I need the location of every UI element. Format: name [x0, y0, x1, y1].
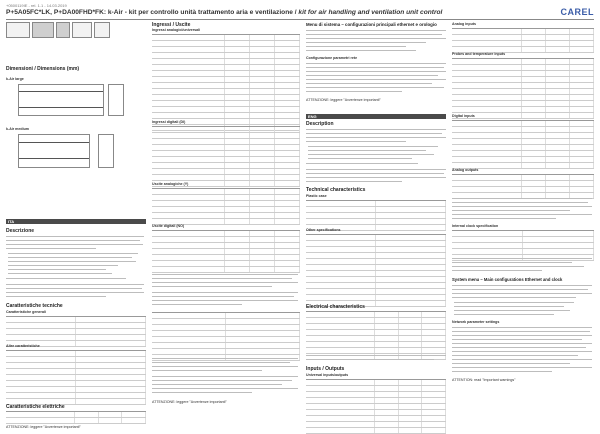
warning-note: ATTENTION: read "Important warnings" — [452, 378, 516, 382]
general-characteristics-label: Caratteristiche generali — [6, 310, 46, 314]
tech-characteristics-title: Caratteristiche tecniche — [6, 303, 63, 309]
kair-large-label: k-Air large — [6, 77, 24, 81]
electrical-characteristics-table — [6, 411, 146, 424]
product-image-controller — [32, 22, 54, 38]
digital-inputs-table-en — [452, 120, 594, 169]
analog-outputs-label: Uscite analogiche (Y) — [152, 182, 189, 186]
general-characteristics-table — [6, 316, 146, 347]
system-menu-title-en: System menu – Main configurations Ethernet and clock — [452, 277, 563, 282]
plastic-case-table — [306, 200, 446, 231]
medium-side-drawing — [98, 134, 114, 168]
eng-language-tab: ENG — [306, 114, 446, 119]
internal-clock-label: Internal clock specification — [452, 224, 499, 228]
digital-outputs-label: Uscite digitali (NO) — [152, 224, 185, 228]
analog-outputs-table — [152, 188, 300, 225]
digital-inputs-label-en: Digital inputs — [452, 114, 475, 118]
warning-note: ATTENZIONE: leggere "Avvertenze importanti" — [306, 98, 381, 102]
document-title: P+5A05FC*LK, P+DA00FHD*FK: k-Air - kit per controllo unità trattamento aria e ventilazione / kit for air handling and ventilation unit control — [6, 9, 443, 16]
large-side-drawing — [108, 84, 124, 116]
product-image-kit — [6, 22, 30, 38]
io-title-en: Inputs / Outputs — [306, 366, 345, 372]
plastic-case-label: Plastic case — [306, 194, 327, 198]
description-title: Descrizione — [6, 228, 35, 234]
medium-front-drawing — [18, 134, 90, 168]
electrical-characteristics-title-en: Electrical characteristics — [306, 304, 365, 310]
dimensions-title: Dimensioni / Dimensions (mm) — [6, 66, 80, 72]
other-specifications-table — [306, 234, 446, 307]
warning-note: ATTENZIONE: leggere "Avvertenze importanti" — [6, 425, 81, 429]
probes-label-en: Probes and temperature inputs — [452, 52, 506, 56]
digital-inputs-table — [152, 126, 300, 187]
analog-outputs-table-en — [452, 174, 594, 199]
probes-table-en — [452, 58, 594, 119]
network-settings-label: Network parameter settings — [452, 320, 500, 324]
kair-medium-label: k-Air medium — [6, 127, 29, 131]
universal-io-label: Universal inputs/outputs — [306, 373, 349, 377]
product-image-display — [56, 22, 70, 38]
network-config-label: Configurazione parametri rete — [306, 56, 358, 60]
warning-note: ATTENZIONE: leggere "Avvertenze importanti" — [152, 400, 227, 404]
digital-outputs-table — [152, 230, 300, 273]
other-specifications-label: Other specifications — [306, 228, 341, 232]
other-characteristics-label: Altre caratteristiche — [6, 344, 40, 348]
product-image-sensor — [94, 22, 110, 38]
document-code: +0500119IE - rel. 1.1 - 14.03.2019 — [6, 3, 67, 8]
other-characteristics-table — [6, 350, 146, 405]
analog-outputs-label-en: Analog outputs — [452, 168, 479, 172]
page-header — [6, 3, 594, 20]
digital-inputs-label: Ingressi digitali (DI) — [152, 120, 186, 124]
product-image-probe — [72, 22, 92, 38]
system-menu-title: Menu di sistema – configurazioni principali ethernet e orologio — [306, 22, 437, 27]
accessories-table — [152, 312, 300, 361]
analog-inputs-table-en — [452, 28, 594, 53]
description-title-en: Description — [306, 121, 334, 127]
electrical-characteristics-title: Caratteristiche elettriche — [6, 404, 65, 410]
universal-io-table — [306, 379, 446, 434]
carel-logo: CAREL — [560, 7, 594, 17]
ita-language-tab: ITA — [6, 219, 146, 224]
tech-characteristics-title-en: Technical characteristics — [306, 187, 366, 193]
analog-inputs-label: Ingressi analogici/universali — [152, 28, 201, 32]
io-title: Ingressi / Uscite — [152, 22, 191, 28]
large-front-drawing — [18, 84, 104, 116]
analog-inputs-table — [152, 34, 300, 131]
electrical-characteristics-table-en — [306, 311, 446, 360]
analog-inputs-label-en: Analog inputs — [452, 22, 476, 26]
internal-clock-table — [452, 230, 594, 261]
